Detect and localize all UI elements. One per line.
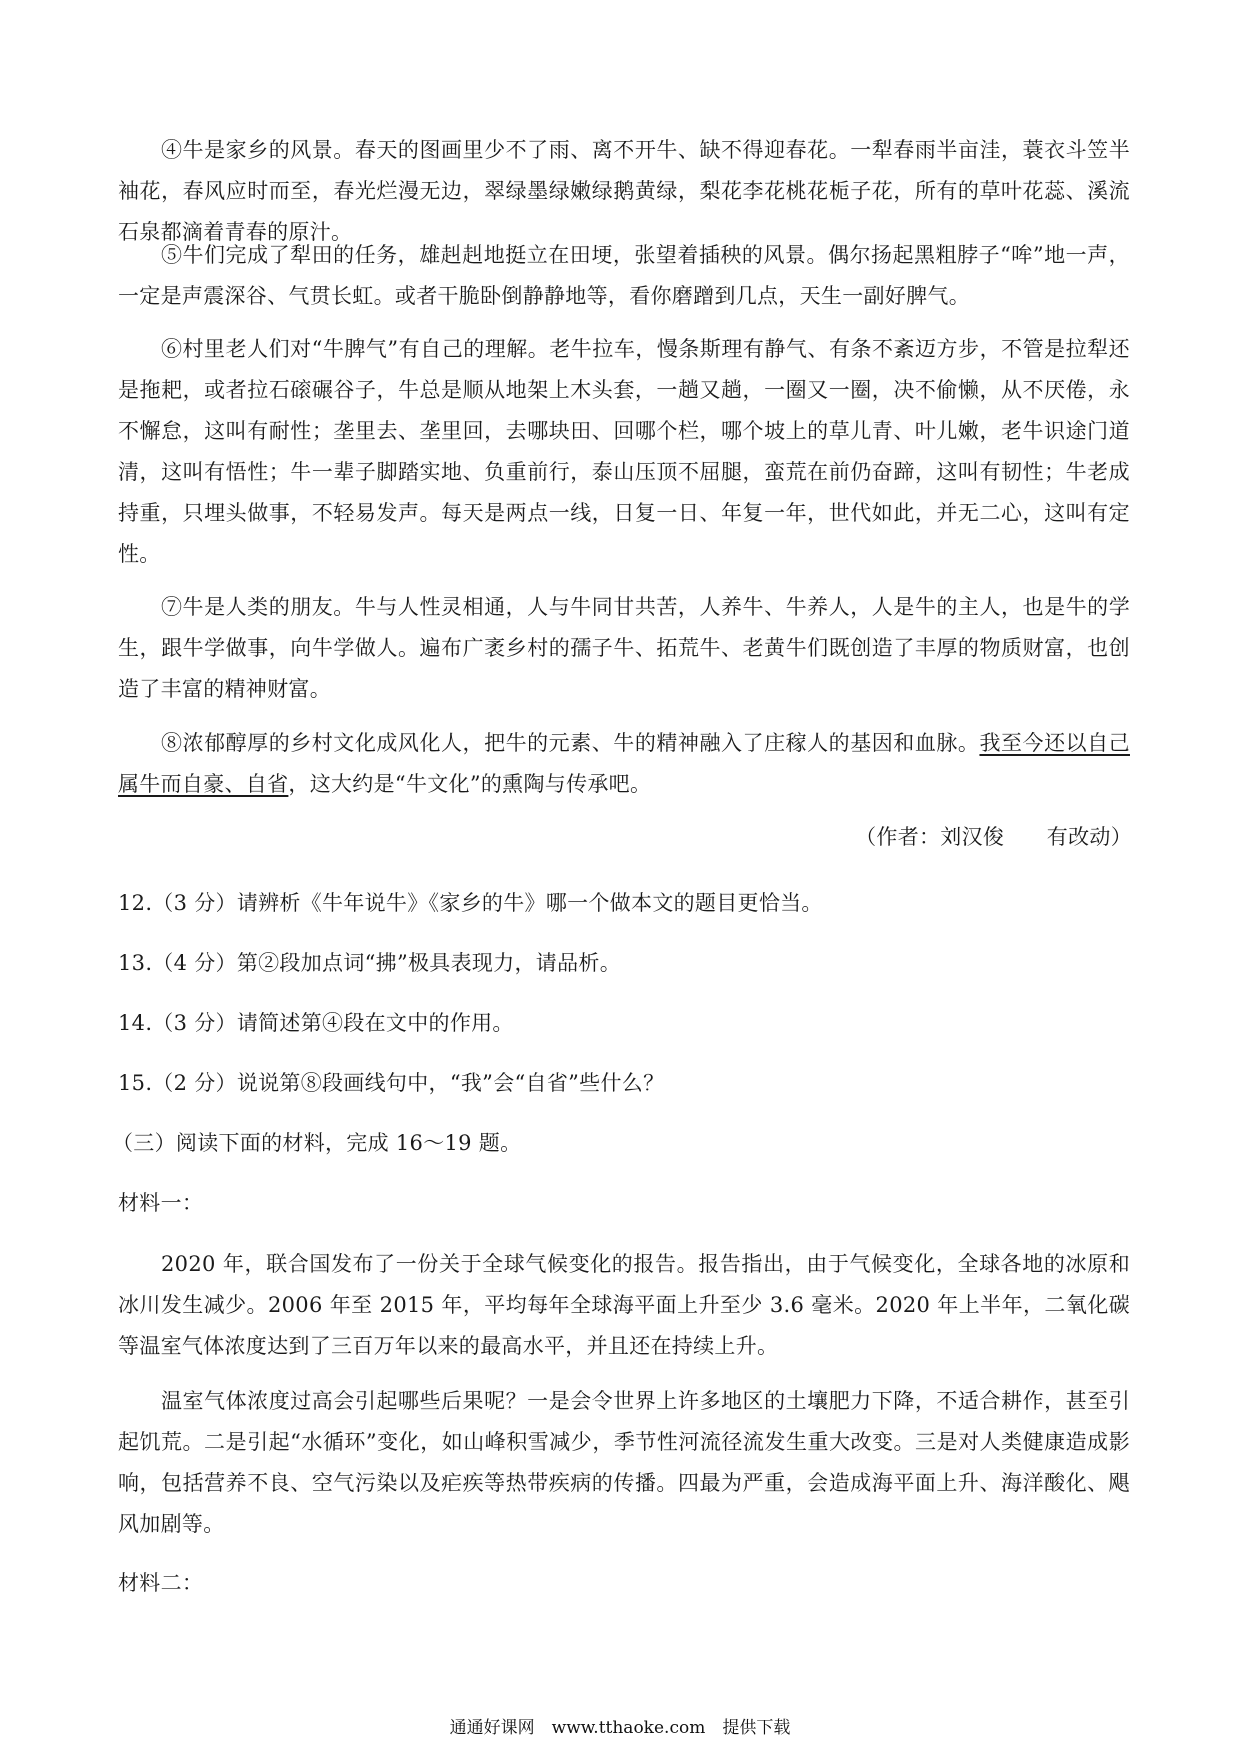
question-13: 13.（4 分）第②段加点词“拂”极具表现力，请品析。 <box>118 951 622 975</box>
paragraph-8 <box>118 723 1130 805</box>
page-footer: 通通好课网 www.tthaoke.com 提供下载 <box>449 1718 791 1738</box>
underlined-sentence: 我至今还以自己属牛而自豪、自省 <box>118 731 1130 796</box>
paragraph-7: ⑦牛是人类的朋友。牛与人性灵相通，人与牛同甘共苦，人养牛、牛养人，人是牛的主人，也是牛的学生，跟牛学做事，向牛学做人。遍布广袤乡村的孺子牛、拓荒牛、老黄牛们既创造了丰厚的物质财富，也创造了丰富的精神财富。 <box>118 595 1130 701</box>
paragraph-6: ⑥村里老人们对“牛脾气”有自己的理解。老牛拉车，慢条斯理有静气、有条不紊迈方步，不管是拉犁还是拖耙，或者拉石磙碾谷子，牛总是顺从地架上木头套，一趟又趟，一圈又一圈，决不偷懒，从不厌倦，永不懈怠，这叫有耐性；垄里去、垄里回，去哪块田、回哪个栏，哪个坡上的草儿青、叶儿嫩，老牛识途门道清，这叫有悟性；牛一辈子脚踏实地、负重前行，泰山压顶不屈腿，蛮荒在前仍奋蹄，这叫有韧性；牛老成持重，只埋头做事，不轻易发声。每天是两点一线，日复一日、年复一年，世代如此，并无二心，这叫有定性。 <box>118 337 1130 566</box>
paragraph-8-end: ，这大约是“牛文化”的熏陶与传承吧。 <box>288 772 652 796</box>
paragraph-8-start: ⑧浓郁醇厚的乡村文化成风化人，把牛的元素、牛的精神融入了庄稼人的基因和血脉。 <box>161 731 980 755</box>
material-1-paragraph-2: 温室气体浓度过高会引起哪些后果呢？一是会令世界上许多地区的土壤肥力下降，不适合耕作，甚至引起饥荒。二是引起“水循环”变化，如山峰积雪减少，季节性河流径流发生重大改变。三是对人类健康造成影响，包括营养不良、空气污染以及疟疾等热带疾病的传播。四最为严重，会造成海平面上升、海洋酸化、飓风加剧等。 <box>118 1389 1130 1536</box>
material-1-paragraph-1: 2020 年，联合国发布了一份关于全球气候变化的报告。报告指出，由于气候变化，全球各地的冰原和冰川发生减少。2006 年至 2015 年，平均每年全球海平面上升至少 3.6 毫米。2020 年上半年，二氧化碳等温室气体浓度达到了三百万年以来的最高水平，并且还在持续上升。 <box>118 1252 1130 1358</box>
author-note: （作者：刘汉俊 有改动） <box>855 825 1132 849</box>
question-15: 15.（2 分）说说第⑧段画线句中，“我”会“自省”些什么？ <box>118 1071 665 1095</box>
section-3-intro: （三）阅读下面的材料，完成 16～19 题。 <box>112 1131 522 1155</box>
material-2-heading: 材料二： <box>118 1571 204 1595</box>
question-14: 14.（3 分）请简述第④段在文中的作用。 <box>118 1011 514 1035</box>
material-1-heading: 材料一： <box>118 1191 204 1215</box>
question-12: 12.（3 分）请辨析《牛年说牛》《家乡的牛》哪一个做本文的题目更恰当。 <box>118 891 823 915</box>
paragraph-4: ④牛是家乡的风景。春天的图画里少不了雨、离不开牛、缺不得迎春花。一犁春雨半亩洼，蓑衣斗笠半袖花，春风应时而至，春光烂漫无边，翠绿墨绿嫩绿鹅黄绿，梨花李花桃花栀子花，所有的草叶花蕊、溪流石泉都滴着青春的原汁。 <box>118 138 1130 244</box>
paragraph-5: ⑤牛们完成了犁田的任务，雄赳赳地挺立在田埂，张望着插秧的风景。偶尔扬起黑粗脖子“哞”地一声，一定是声震深谷、气贯长虹。或者干脆卧倒静静地等，看你磨蹭到几点，天生一副好脾气。 <box>118 243 1130 308</box>
